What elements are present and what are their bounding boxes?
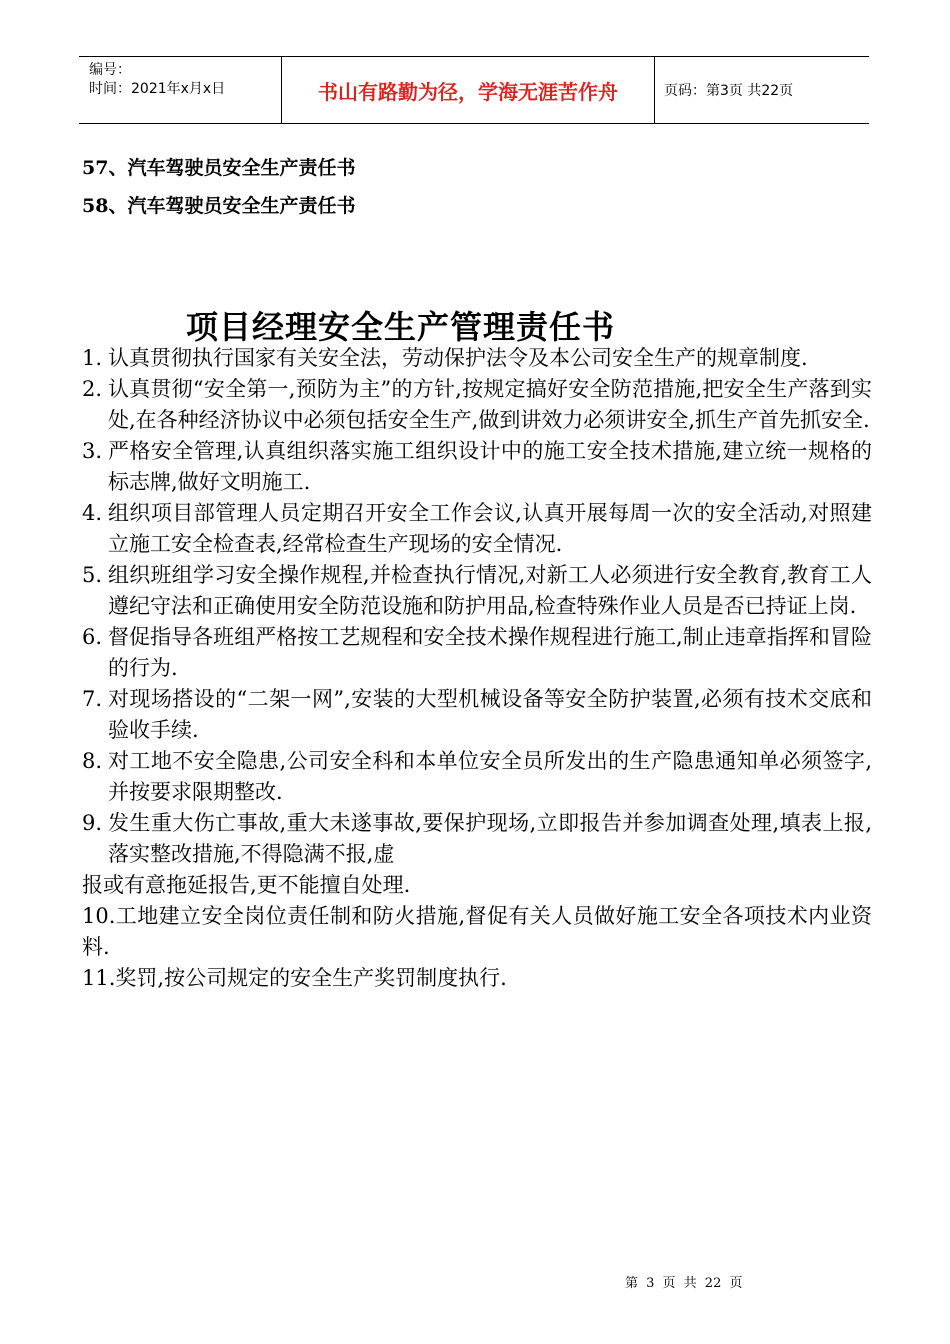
item-text: 对现场搭设的“二架一网”,安装的大型机械设备等安全防护装置,必须有技术交底和验收手续. xyxy=(108,687,872,742)
item-number: 6. xyxy=(82,625,103,649)
document-title: 项目经理安全生产管理责任书 xyxy=(186,308,616,346)
page-info: 页码：第3页 共22页 xyxy=(664,83,794,99)
item-number: 1. xyxy=(82,346,103,370)
item-9-continuation: 报或有意拖延报告,更不能擅自处理. xyxy=(82,873,411,897)
list-item xyxy=(82,560,872,622)
item-text: 严格安全管理,认真组织落实施工组织设计中的施工安全技术措施,建立统一规格的标志牌,做好文明施工. xyxy=(108,439,872,494)
item-number: 5. xyxy=(82,563,103,587)
list-item xyxy=(82,808,872,870)
item-number: 9. xyxy=(82,811,103,835)
toc-entry-58: 58、汽车驾驶员安全生产责任书 xyxy=(82,195,356,217)
item-number: 7. xyxy=(82,687,103,711)
toc-entry-57: 57、汽车驾驶员安全生产责任书 xyxy=(82,157,356,179)
item-text: 组织班组学习安全操作规程,并检查执行情况,对新工人必须进行安全教育,教育工人遵纪守法和正确使用安全防范设施和防护用品,检查特殊作业人员是否已持证上岗. xyxy=(108,563,872,618)
list-item-10: 10.工地建立安全岗位责任制和防火措施,督促有关人员做好施工安全各项技术内业资料. xyxy=(82,904,872,959)
serial-label: 编号： xyxy=(89,62,131,78)
item-text: 督促指导各班组严格按工艺规程和安全技术操作规程进行施工,制止违章指挥和冒险的行为. xyxy=(108,625,872,680)
list-item xyxy=(82,436,872,498)
item-text: 认真贯彻执行国家有关安全法，劳动保护法令及本公司安全生产的规章制度. xyxy=(108,346,808,370)
document-body xyxy=(82,343,872,994)
item-text: 对工地不安全隐患,公司安全科和本单位安全员所发出的生产隐患通知单必须签字,并按要求限期整改. xyxy=(108,749,872,804)
list-item xyxy=(82,746,872,808)
motto: 书山有路勤为径，学海无涯苦作舟 xyxy=(281,57,655,123)
list-item xyxy=(82,622,872,684)
list-item xyxy=(82,374,872,436)
item-text: 发生重大伤亡事故,重大未遂事故,要保护现场,立即报告并参加调查处理,填表上报,落实整改措施,不得隐满不报,虚 xyxy=(108,811,872,866)
list-item xyxy=(82,498,872,560)
page-footer: 第 3 页 共 22 页 xyxy=(625,1276,743,1291)
item-number: 8. xyxy=(82,749,103,773)
list-item-11: 11.奖罚,按公司规定的安全生产奖罚制度执行. xyxy=(82,966,507,990)
date-label: 时间：2021年x月x日 xyxy=(89,81,226,97)
item-number: 3. xyxy=(82,439,103,463)
list-item xyxy=(82,343,872,374)
item-text: 认真贯彻“安全第一,预防为主”的方针,按规定搞好安全防范措施,把安全生产落到实处,在各种经济协议中必须包括安全生产,做到讲效力必须讲安全,抓生产首先抓安全. xyxy=(108,377,872,432)
list-item xyxy=(82,684,872,746)
header-left-cell xyxy=(79,57,281,123)
header-table xyxy=(79,56,869,124)
item-text: 组织项目部管理人员定期召开安全工作会议,认真开展每周一次的安全活动,对照建立施工安全检查表,经常检查生产现场的安全情况. xyxy=(108,501,872,556)
item-number: 4. xyxy=(82,501,103,525)
item-number: 2. xyxy=(82,377,103,401)
